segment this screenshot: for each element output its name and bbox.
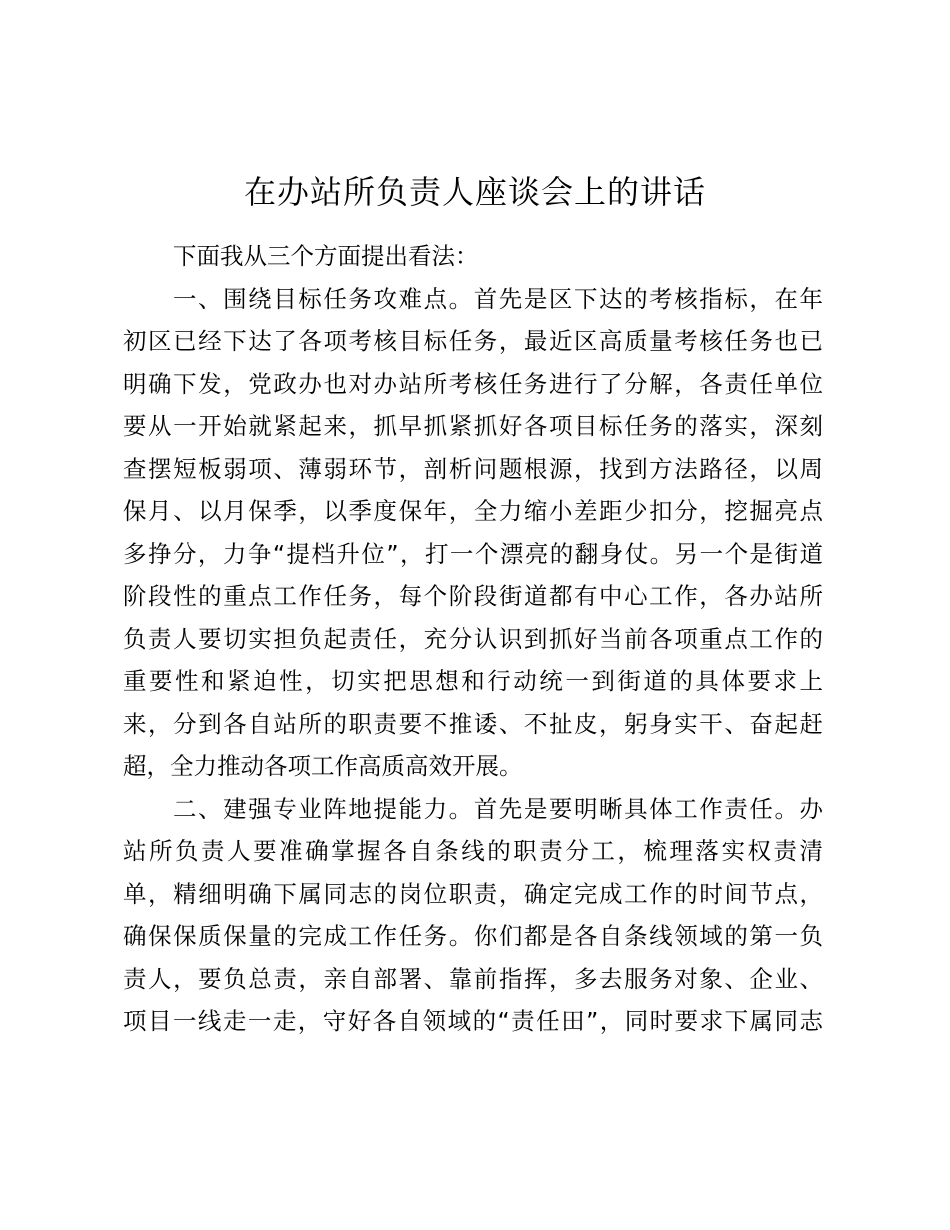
- paragraph-line: 阶段性的重点工作任务，每个阶段街道都有中心工作，各办站所: [123, 582, 823, 610]
- paragraph-line: 责人，要负总责，亲自部署、靠前指挥，多去服务对象、企业、: [123, 964, 823, 993]
- paragraph-line: 多挣分，力争“提档升位”，打一个漂亮的翻身仗。另一个是街道: [123, 539, 823, 568]
- paragraph-line: 明确下发，党政办也对办站所考核任务进行了分解，各责任单位: [123, 369, 823, 398]
- paragraph-line: 项目一线走一走，守好各自领域的“责任田”，同时要求下属同志: [123, 1007, 823, 1035]
- paragraph-line: 超，全力推动各项工作高质高效开展。: [123, 752, 523, 780]
- document-title: 在办站所负责人座谈会上的讲话: [243, 173, 706, 211]
- paragraph-line: 要从一开始就紧起来，抓早抓紧抓好各项目标任务的落实，深刻: [123, 412, 823, 440]
- paragraph-line: 下面我从三个方面提出看法：: [173, 242, 479, 270]
- paragraph-line: 来，分到各自站所的职责要不推诿、不扯皮，躬身实干、奋起赶: [123, 709, 823, 738]
- paragraph-line: 重要性和紧迫性，切实把思想和行动统一到街道的具体要求上: [123, 667, 823, 695]
- paragraph-line: 单，精细明确下属同志的岗位职责，确定完成工作的时间节点，: [123, 879, 823, 908]
- paragraph-line: 查摆短板弱项、薄弱环节，剖析问题根源，找到方法路径，以周: [123, 454, 823, 483]
- paragraph-line: 确保保质保量的完成工作任务。你们都是各自条线领域的第一负: [123, 922, 823, 950]
- document-body: [123, 235, 823, 1043]
- paragraph-line: 初区已经下达了各项考核目标任务，最近区高质量考核任务也已: [123, 327, 823, 355]
- paragraph-line: 保月、以月保季，以季度保年，全力缩小差距少扣分，挖掘亮点: [123, 497, 823, 525]
- paragraph-line: 二、建强专业阵地提能力。首先是要明晰具体工作责任。办: [173, 794, 823, 823]
- paragraph-line: 站所负责人要准确掌握各自条线的职责分工，梳理落实权责清: [123, 837, 823, 865]
- paragraph-line: 负责人要切实担负起责任，充分认识到抓好当前各项重点工作的: [123, 624, 823, 653]
- paragraph-line: 一、围绕目标任务攻难点。首先是区下达的考核指标，在年: [173, 284, 823, 313]
